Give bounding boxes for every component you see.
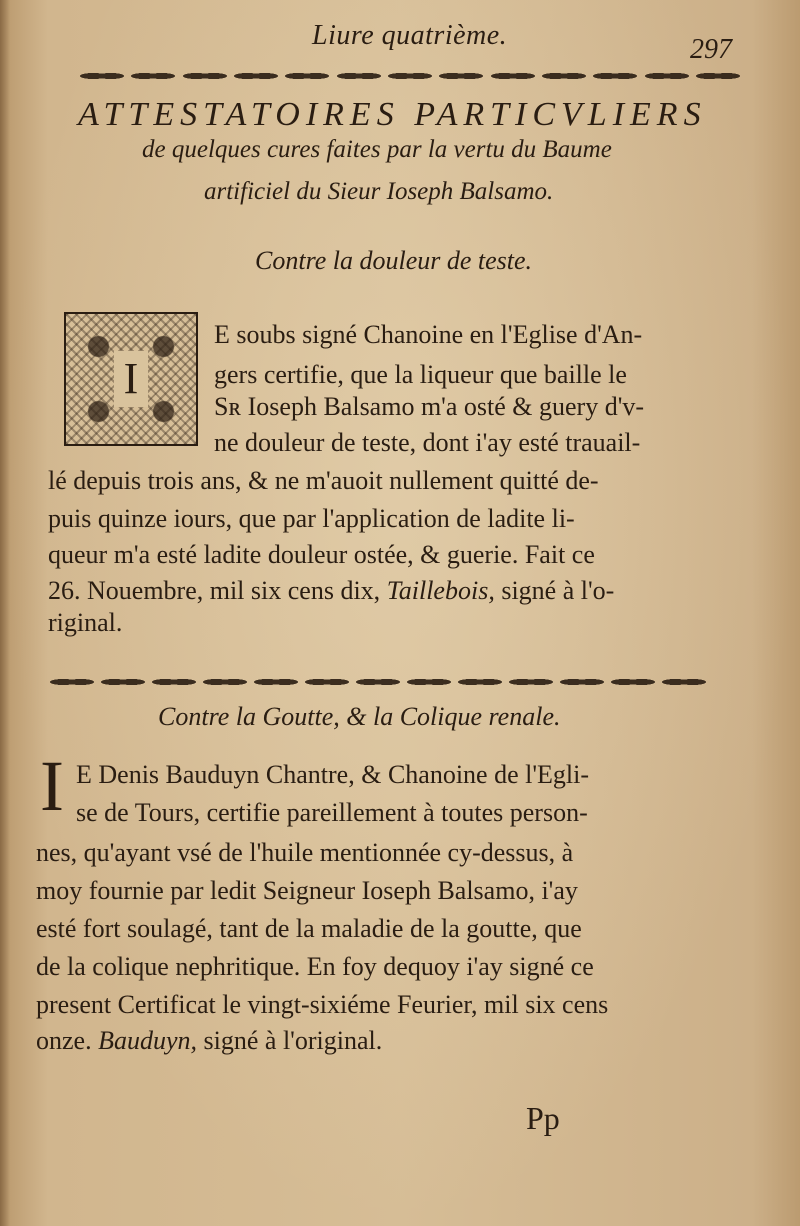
section2-line-1: E Denis Bauduyn Chantre, & Chanoine de l'Egli- <box>76 760 590 789</box>
section2-line-4: moy fournie par ledit Seigneur Ioseph Balsamo, i'ay <box>36 876 578 905</box>
running-head: Liure quatrième. <box>312 20 508 51</box>
section1-line-8-tail: signé à l'o- <box>494 576 615 605</box>
section1-heading: Contre la douleur de teste. <box>255 246 533 275</box>
dropcap-letter: I <box>114 351 149 407</box>
title-subline-1: de quelques cures faites par la vertu du Baume <box>142 136 612 163</box>
section1-line-7: queur m'a esté ladite douleur ostée, & guerie. Fait ce <box>48 540 595 569</box>
section2-line-6: de la colique nephritique. En foy dequoy i'ay signé ce <box>36 952 594 981</box>
title-heading: ATTESTATOIRES PARTICVLIERS <box>78 96 707 133</box>
section2-line-7: present Certificat le vingt-sixiéme Feurier, mil six cens <box>36 990 609 1019</box>
section1-line-1: E soubs signé Chanoine en l'Eglise d'An- <box>214 320 643 349</box>
top-ornament-band <box>80 66 740 86</box>
section2-heading: Contre la Goutte, & la Colique renale. <box>158 702 561 731</box>
section2-line-8-tail: signé à l'original. <box>197 1026 383 1055</box>
section2-line-2: se de Tours, certifie pareillement à toutes person- <box>76 798 588 827</box>
section2-line-5: esté fort soulagé, tant de la maladie de la goutte, que <box>36 914 582 943</box>
section1-line-3: Sʀ Ioseph Balsamo m'a osté & guery d'v- <box>214 392 645 421</box>
section2-line-8 <box>36 1026 382 1056</box>
section1-line-8-text: 26. Nouembre, mil six cens dix, <box>48 576 387 605</box>
middle-ornament-band <box>50 672 706 692</box>
section1-line-8 <box>48 576 614 606</box>
section2-line-3: nes, qu'ayant vsé de l'huile mentionnée cy-dessus, à <box>36 838 574 867</box>
section2-line-8-text: onze. <box>36 1026 99 1055</box>
signature-taillebois: Taillebois, <box>386 576 495 605</box>
section1-line-6: puis quinze iours, que par l'application de ladite li- <box>48 504 575 533</box>
section1-line-2: gers certifie, que la liqueur que baille le <box>214 360 627 389</box>
section1-line-4: ne douleur de teste, dont i'ay esté trauail- <box>214 428 641 457</box>
section2-initial: I <box>40 746 64 826</box>
section1-line-5: lé depuis trois ans, & ne m'auoit nullement quitté de- <box>48 466 599 495</box>
page-edge-shadow <box>0 0 10 1226</box>
signature-mark: Pp <box>526 1100 560 1136</box>
section1-line-9: riginal. <box>48 608 123 637</box>
ornamental-dropcap <box>64 312 198 446</box>
page-number: 297 <box>690 34 732 65</box>
title-subline-2: artificiel du Sieur Ioseph Balsamo. <box>204 178 554 205</box>
signature-bauduyn: Bauduyn, <box>98 1026 198 1055</box>
